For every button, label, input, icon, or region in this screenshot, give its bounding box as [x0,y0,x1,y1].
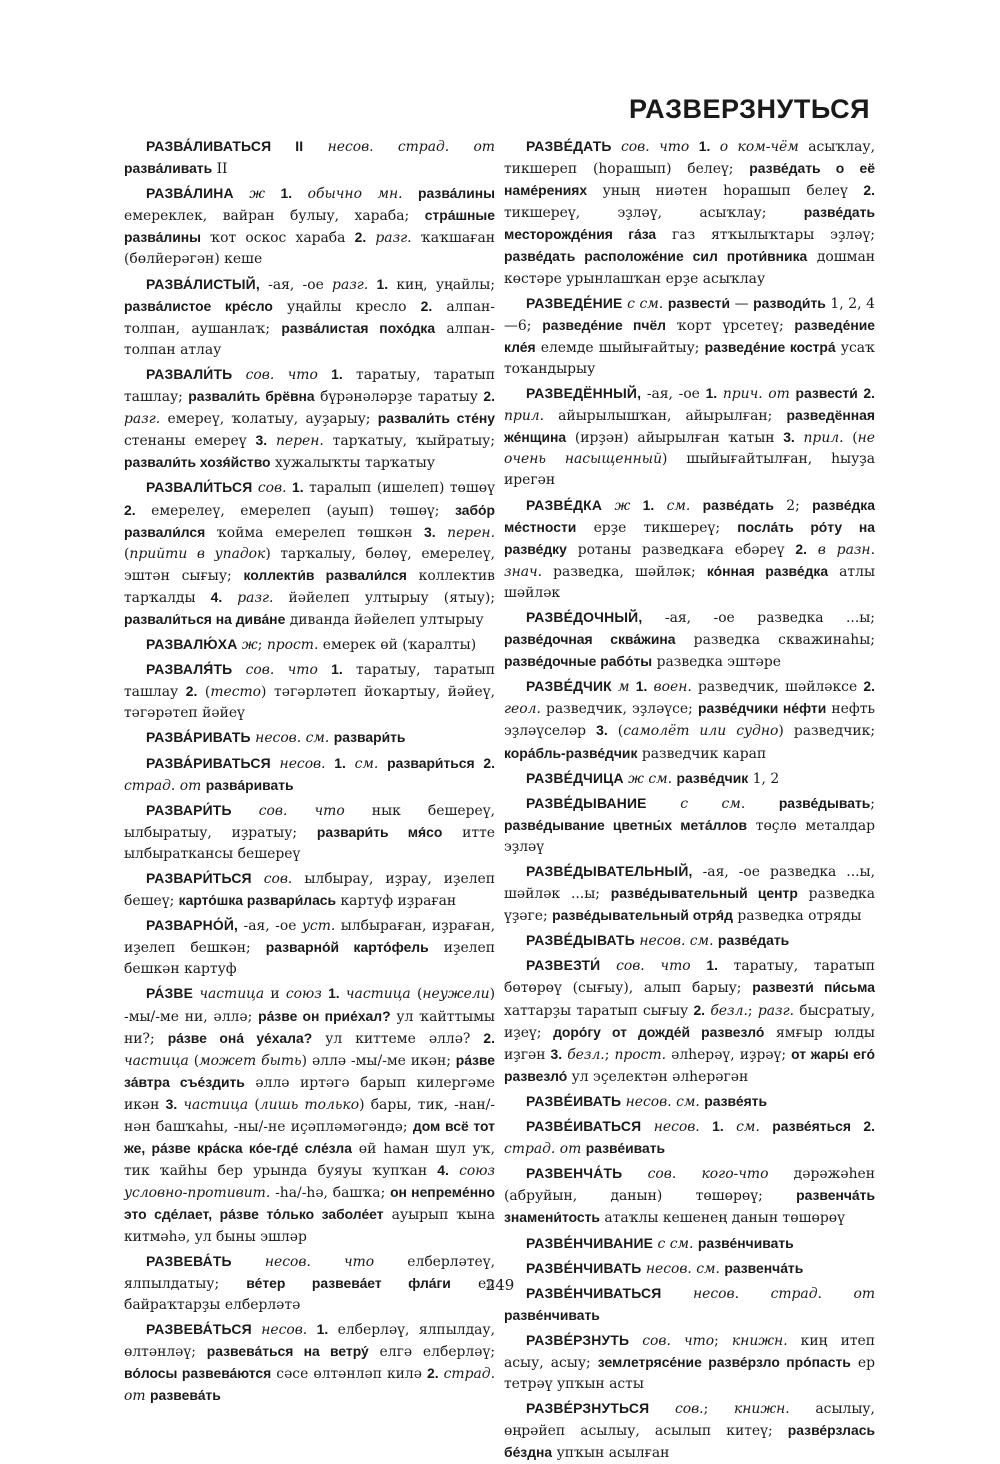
entry-headword: РАЗВЕ́ДЧИК [526,678,612,695]
dictionary-entry [124,136,495,180]
entry-definition: частица и союз 1. частица (неужели) -мы/-ме ни, әллә; ра́зве он прие́хал? ул ҡайттымы ни?; ра́зве она́ уе́хала? ул киттеме әллә? 2. частица (может быть) әллә -мы/-ме икән; ра́зве за́втра съе́здить әллә иртәгә барып килергәме икән 3. частица (лишь только) бары, тик, -нан/-нән башҡаһы, -ны/-не иҫәпләмәгәндә; дом всё тот же, ра́зве кра́ска ко́е-где́ сле́зла өй һаман шул уҡ, тик ҡайһы бер урында буяуы ҡупҡан 4. союз условно-противит. -һа/-һә, башҡа; он непреме́нно это сде́лает, ра́зве то́лько заболе́ет ауырып ҡына китмәһә, ул быны эшләр [124,985,496,1245]
dictionary-entry [124,634,495,656]
entry-headword: РАЗВАЛЯ́ТЬ [146,661,233,678]
entry-definition: -ая, -ое разг. 1. киң, уңайлы; разва́листое кре́сло уңайлы кресло 2. алпан-толпан, аушанлаҡ; разва́листая похо́дка алпан-толпан атлау [124,275,495,358]
entry-headword: РАЗВЕНЧА́ТЬ [526,1165,623,1182]
entry-headword: РАЗВАЛИ́ТЬ [146,365,233,382]
dictionary-entry [504,1163,875,1229]
entry-headword: РА́ЗВЕ [146,985,194,1002]
page-number: 249 [485,1276,515,1294]
entry-headword: РАЗВА́ЛИВАТЬСЯ II [146,138,304,154]
entry-definition: несов. см. развари́ть [255,729,406,747]
dictionary-entry [504,768,875,790]
entry-definition: несов. см. развенча́ть [645,1259,804,1277]
entry-headword: РАЗВА́РИВАТЬСЯ [146,754,271,771]
entry-definition: сов. ылбырау, иҙрау, иҙелеп бешеү; карто́шка развари́лась картуф иҙраған [124,871,496,910]
entry-headword: РАЗВЕ́ДЫВАТЬ [526,932,635,949]
dictionary-entry [504,136,875,290]
entry-headword: РАЗВЕВА́ТЬСЯ [146,1320,252,1337]
dictionary-entry [504,793,875,858]
entry-definition: ж; прост. емерек өй (ҡаралты) [241,637,477,654]
dictionary-entry [124,915,495,980]
entry-headword: РАЗВАЛИ́ТЬСЯ [146,479,253,496]
dictionary-entry [124,727,495,749]
right-column [504,136,875,1464]
dictionary-entry [504,1330,875,1395]
entry-definition: с см. развести́ — разводи́ть 1, 2, 4—6; разведе́ние пчёл ҡорт үрсетеү; разведе́ние кле́я елемде шыйығайтыу; разведе́ние костра́ усаҡ тоҡандырыу [504,294,876,377]
entry-definition: ж 1. обычно мн. разва́лины емереклек, вайран булыу, хараба; стра́шные разва́лины ҡот оскос хараба 2. разг. ҡаҡшаған (бөлйерәгән) кеше [124,185,496,268]
dictionary-entry [504,955,875,1088]
entry-definition: -ая, -ое уст. ылбыраған, иҙраған, иҙелеп бешкән; разварно́й карто́фель иҙелеп бешкән картуф [124,918,495,978]
entry-definition: сов. что 1. таратыу, таратып ташлау 2. (тесто) тәгәрләтеп йоҡартыу, йәйеү, тәгәрәтеп йәйеү [124,661,495,722]
entry-definition: ж см. разве́дчик 1, 2 [628,769,780,787]
entry-headword: РАЗВА́ЛИСТЫЙ, [146,275,260,292]
entry-definition: несов. страд. от разва́ливать II [124,139,495,178]
dictionary-entry [504,293,875,380]
entry-definition: сов. кого-что дәрәжәһен (абруйын, данын) төшөрөү; развенча́ть знамени́тость атаҡлы кешенең данын төшөрөү [504,1166,875,1227]
entry-headword: РАЗВЕ́ДЫВАТЕЛЬНЫЙ, [526,863,693,879]
entry-headword: РАЗВЕЗТИ́ [526,957,601,974]
entry-headword: РАЗВЕ́РЗНУТЬСЯ [526,1400,650,1417]
dictionary-entry [124,983,495,1247]
entry-definition: несов. что елберләтеү, ялпылдатыу; ве́тер развева́ет фла́ги ел байраҡтарҙы елберләтә [124,1253,496,1313]
entry-definition: с см. разве́нчивать [657,1234,794,1252]
entry-definition: сов. что нык бешереү, ылбыратыу, иҙратыу; развари́ть мя́со итте ылбыраткансы бешереү [124,802,495,862]
entry-definition: ж 1. см. разве́дать 2; разве́дка ме́стности ерҙе тикшереү; посла́ть ро́ту на разве́дку ротаны разведкаға ебәреү 2. в разн. знач. разведка, шәйләк; ко́нная разве́дка атлы шәйләк [504,496,875,601]
entry-headword: РАЗВЕ́ДКА [526,496,603,513]
entry-definition: с см. разве́дывать; разве́дывание цветны́х мета́ллов төҫлө металдар эҙләү [504,794,875,855]
dictionary-entry [504,1116,875,1160]
entry-definition: -ая, -ое 1. прич. от развести́ 2. прил. айырылышҡан, айырылған; разведённая же́нщина (ирҙән) айырылған ҡатын 3. прил. (не очень насыщенный) шыйығайтылған, һыуҙа ирегән [504,385,876,489]
entry-headword: РАЗВЕ́ДЧИЦА [526,769,624,786]
entry-headword: РАЗВЕ́НЧИВАНИЕ [526,1234,654,1251]
dictionary-entry [124,800,495,865]
entry-headword: РАЗВЕ́ИВАТЬСЯ [526,1118,642,1135]
dictionary-entry [124,753,495,797]
entry-definition: сов. что; книжн. киң итеп асыу, асыу; землетрясе́ние разве́рзло про́пасть ер тетрәү упҡын асты [504,1332,875,1393]
entry-headword: РАЗВАРИ́ТЬ [146,801,232,818]
entry-definition: сов. 1. таралып (ишелеп) төшөү 2. емерелеү, емерелеп (ауып) төшөү; забо́р развали́лся ҡойма емерелеп төшкән 3. перен. (прийти в упадок) тарҡалыу, бөлөү, емерелеү, эштән сығыу; коллекти́в развали́лся коллектив тарҡалды 4. разг. йәйелеп ултырыу (ятыу); развали́ться на дива́не диванда йәйелеп ултырыу [124,479,496,628]
dictionary-entry [124,1319,495,1407]
entry-definition: -ая, -ое разведка ...ы, шәйләк ...ы; разве́дывательный центр разведка үҙәге; разве́дывательный отря́д разведка отряды [504,864,875,925]
dictionary-entry [504,676,875,764]
dictionary-entry [504,1398,875,1464]
entry-headword: РАЗВАЛЮ́ХА [146,636,238,653]
entry-headword: РАЗВЕДЕ́НИЕ [526,294,623,311]
entry-headword: РАЗВА́ЛИНА [146,185,234,202]
entry-headword: РАЗВАРИ́ТЬСЯ [146,870,252,886]
entry-headword: РАЗВЕ́РЗНУТЬ [526,1331,630,1348]
entry-headword: РАЗВЕДЁННЫЙ, [526,385,642,402]
dictionary-entry [504,861,875,927]
entry-headword: РАЗВА́РИВАТЬ [146,729,251,746]
entry-headword: РАЗВЕ́НЧИВАТЬСЯ [526,1284,662,1301]
entry-headword: РАЗВЕ́ДАТЬ [526,138,612,154]
entry-definition: несов. см. разве́ять [625,1092,768,1110]
dictionary-entry [504,383,875,491]
dictionary-entry [124,274,495,361]
left-column [124,136,495,1407]
entry-definition: м 1. воен. разведчик, шәйләксе 2. геол. разведчик, эҙләүсе; разве́дчики не́фти нефть эҙләүселәр 3. (самолёт или судно) разведчик; кора́бль-разве́дчик разведчик карап [504,678,876,762]
dictionary-entry [504,1233,875,1255]
entry-headword: РАЗВЕ́ДЫВАНИЕ [526,794,647,811]
dictionary-entry [504,495,875,604]
entry-definition: сов. что 1. таратыу, таратып ташлау; развали́ть брёвна бүрәнәләрҙе таратыу 2. разг. емереү, ҡолатыу, ауҙарыу; развали́ть сте́ну стенаны емереү 3. перен. тарҡатыу, ҡыйратыу; развали́ть хозя́йство хужалыҡты тарҡатыу [124,365,496,472]
dictionary-entry [504,607,875,673]
entry-definition: сов.; книжн. асылыу, өңрәйеп асылыу, асылып китеү; разве́рзлась бе́здна упҡын асылған [504,1401,875,1462]
entry-definition: сов. что 1. о ком-чём асыҡлау, тикшереп (һорашып) белеү; разве́дать о её наме́рениях уның ниәтен һорашып белеү 2. тикшереү, эҙләү, асыҡлау; разве́дать месторожде́ния га́за газ ятҡылыҡтары эҙләү; разве́дать расположе́ние сил проти́вника дошман көстәре урынлашҡан ерҙе асыҡлау [504,138,876,287]
dictionary-entry [124,364,495,474]
entry-definition: несов. 1. см. разве́яться 2. страд. от разве́ивать [504,1118,875,1158]
page-header: РАЗВЕРЗНУТЬСЯ [628,94,870,124]
dictionary-entry [124,868,495,912]
entry-headword: РАЗВЕВА́ТЬ [146,1252,232,1269]
dictionary-entry [124,659,495,724]
entry-definition: несов. 1. см. развари́ться 2. страд. от разва́ривать [124,754,495,794]
entry-definition: сов. что 1. таратыу, таратып бөтөрөү (сығыу), алып барыу; развезти́ пи́сьма хаттарҙы таратып сығыу 2. безл.; разг. бысратыу, иҙеү; доро́гу от дожде́й развезло́ ямғыр юлды иҙгән 3. безл.; прост. әлһерәү, иҙрәү; от жары́ его́ развезло́ ул эҫелектән әлһерәгән [504,957,875,1085]
entry-headword: РАЗВЕ́НЧИВАТЬ [526,1259,642,1276]
dictionary-entry [504,930,875,952]
dictionary-entry [124,477,495,631]
entry-headword: РАЗВЕ́ИВАТЬ [526,1092,622,1109]
entry-headword: РАЗВЕ́ДОЧНЫЙ, [526,608,643,625]
entry-definition: несов. см. разве́дать [639,932,790,950]
entry-headword: РАЗВАРНО́Й, [146,917,239,934]
entry-definition: -ая, -ое разведка ...ы; разве́дочная сква́жина разведка скважинаһы; разве́дочные рабо́ты разведка эштәре [504,609,875,671]
dictionary-entry [124,183,495,270]
entry-definition: несов. 1. елберләү, ялпылдау, өлтәнләү; развева́ться на ветру́ елгә елберләү; во́лосы развева́ются сәсе өлтәнләп килә 2. страд. от развева́ть [124,1320,495,1405]
entry-definition: несов. страд. от разве́нчивать [504,1285,875,1323]
dictionary-entry [504,1091,875,1113]
